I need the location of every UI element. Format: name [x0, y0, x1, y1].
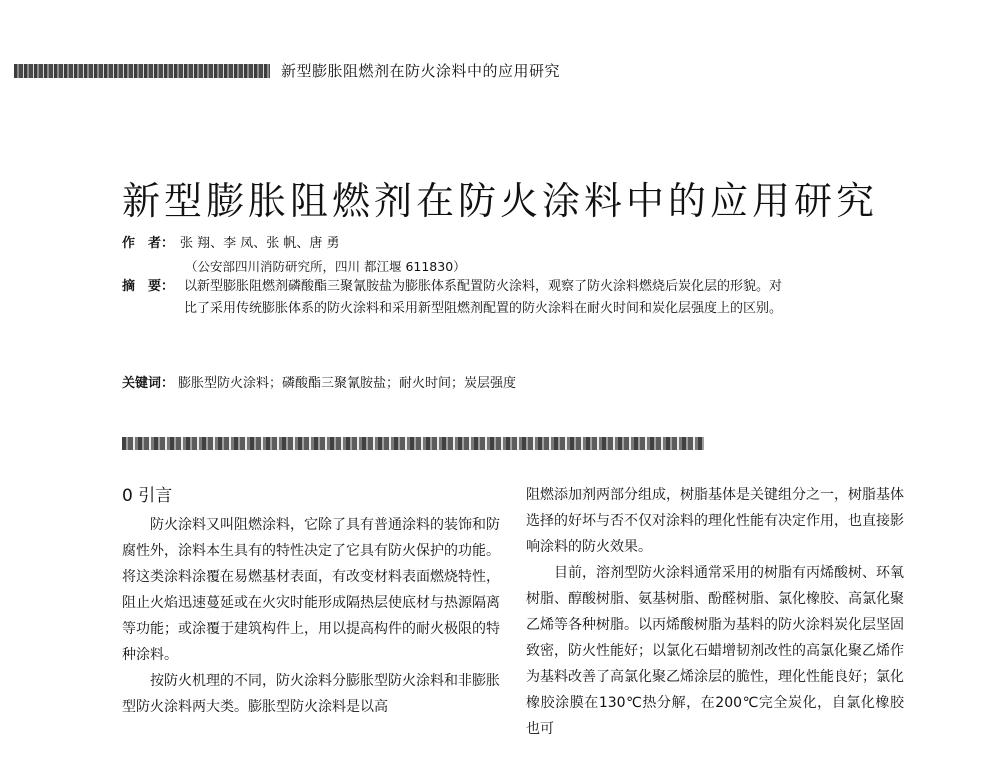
paragraph: 目前，溶剂型防火涂料通常采用的树脂有丙烯酸树、环氧树脂、醇酸树脂、氨基树脂、酚醛树脂、氯化橡胶、高氯化聚乙烯等各种树脂。以丙烯酸树脂为基料的防火涂料炭化层坚固致密，防火性能好；以氯化石蜡增韧剂改性的高氯化聚乙烯作为基料改善了高氯化聚乙烯涂层的脆性，理化性能良好；氯化橡胶涂膜在130℃热分解，在200℃完全炭化，自氯化橡胶也可 — [526, 565, 904, 737]
abstract-block — [122, 276, 782, 320]
paragraph: 阻燃添加剂两部分组成，树脂基体是关键组分之一，树脂基体选择的好坏与否不仅对涂料的理化性能有决定作用，也直接影响涂料的防火效果。 — [526, 487, 904, 555]
authors-line — [122, 233, 340, 255]
abstract-text: 以新型膨胀阻燃剂磷酸酯三聚氰胺盐为膨胀体系配置防火涂料，观察了防火涂料燃烧后炭化层的形貌。对比了采用传统膨胀体系的防火涂料和采用新型阻燃剂配置的防火涂料在耐火时间和炭化层强度上的区别。 — [184, 279, 783, 316]
article-title: 新型膨胀阻燃剂在防火涂料中的应用研究 — [122, 179, 879, 224]
keywords-label: 关键词： — [122, 376, 175, 391]
right-column — [526, 482, 904, 742]
authors-label: 作 者： — [122, 236, 175, 251]
section-divider — [122, 437, 704, 450]
authors: 张 翔、李 凤、张 帆、唐 勇 — [180, 236, 340, 251]
running-header-title: 新型膨胀阻燃剂在防火涂料中的应用研究 — [281, 62, 561, 80]
abstract-label: 摘 要： — [122, 279, 175, 294]
left-column — [122, 482, 500, 720]
paragraph: 按防火机理的不同，防火涂料分膨胀型防火涂料和非膨胀型防火涂料两大类。膨胀型防火涂料是以高 — [122, 673, 500, 715]
paragraph: 防火涂料又叫阻燃涂料，它除了具有普通涂料的装饰和防腐性外，涂料本生具有的特性决定了它具有防火保护的功能。将这类涂料涂覆在易燃基材表面，有改变材料表面燃烧特性，阻止火焰迅速蔓延或在火灾时能形成隔热层使底材与热源隔离等功能；或涂覆于建筑构件上，用以提高构件的耐火极限的特种涂料。 — [122, 517, 500, 663]
section-heading: 0 引言 — [122, 486, 173, 506]
keywords: 膨胀型防火涂料；磷酸酯三聚氰胺盐；耐火时间；炭层强度 — [178, 376, 517, 391]
keywords-line — [122, 373, 516, 395]
affiliation: （公安部四川消防研究所，四川 都江堰 611830） — [185, 259, 466, 274]
header-scan-noise — [14, 64, 270, 78]
